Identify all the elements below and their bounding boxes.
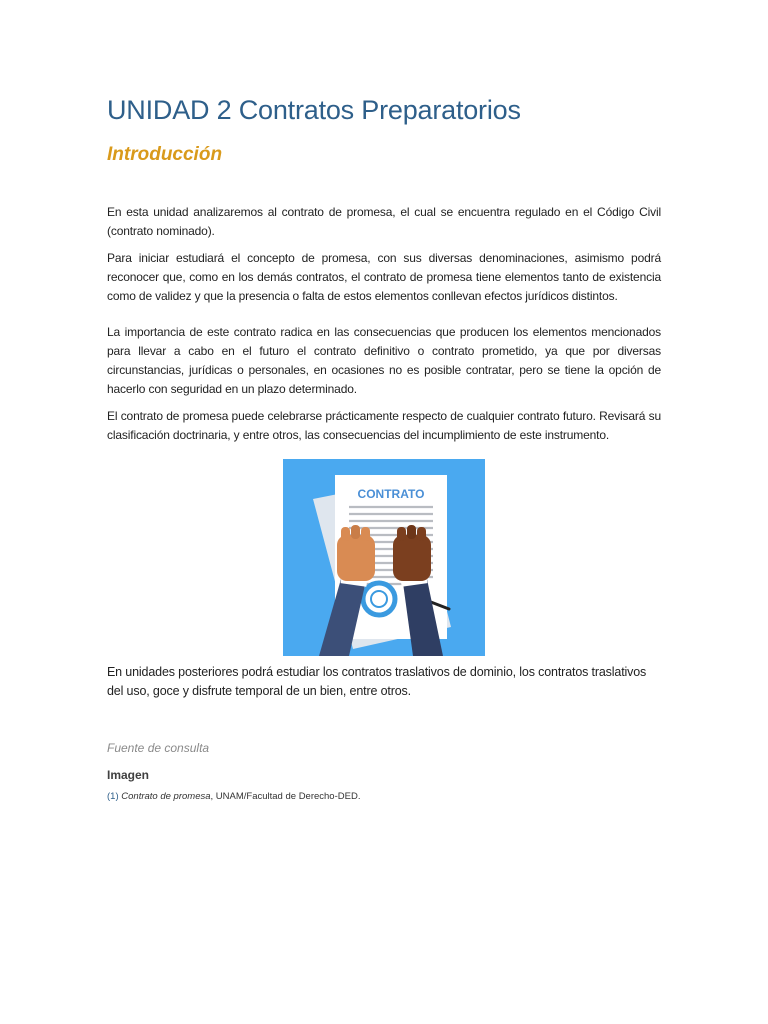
paragraph-3: La importancia de este contrato radica en las consecuencias que producen los elementos mencionados para llevar a cabo en el futuro el contrato definitivo o contrato prometido, ya que por diversas circunstancias, jurídicas o personales, en ocasiones no es posible contratar, pero se tiene la opción de hacerlo con seguridad en un plazo determinado. xyxy=(107,325,661,396)
reference-source: , UNAM/Facultad de Derecho-DED. xyxy=(210,791,361,802)
contract-label: CONTRATO xyxy=(357,487,425,501)
left-fist-icon xyxy=(337,525,375,581)
contract-image xyxy=(283,459,485,656)
paragraph-5: En unidades posteriores podrá estudiar los contratos traslativos de dominio, los contratos traslativos del uso, goce y disfrute temporal de un bien, entre otros. xyxy=(107,665,647,698)
sources-heading: Fuente de consulta xyxy=(107,741,210,755)
reference-title: Contrato de promesa xyxy=(121,791,211,802)
paragraph-4: El contrato de promesa puede celebrarse prácticamente respecto de cualquier contrato futuro. Revisará su clasificación doctrinaria, y entre otros, las consecuencias del incumplimiento de este instrumento. xyxy=(107,409,661,442)
contract-illustration xyxy=(283,459,485,656)
paragraph-1: En esta unidad analizaremos al contrato de promesa, el cual se encuentra regulado en el Código Civil (contrato nominado). xyxy=(107,205,661,238)
section-heading: Introducción xyxy=(107,144,223,165)
image-heading: Imagen xyxy=(107,768,150,782)
paragraph-2: Para iniciar estudiará el concepto de promesa, con sus diversas denominaciones, asimismo podrá reconocer que, como en los demás contratos, el contrato de promesa tiene elementos tanto de existencia como de validez y que la presencia o falta de estos elementos conllevan efectos jurídicos distintos. xyxy=(107,251,661,303)
right-fist-icon xyxy=(393,525,431,581)
document-page xyxy=(107,92,661,802)
reference-number: (1) xyxy=(107,791,119,802)
page-title: UNIDAD 2 Contratos Preparatorios xyxy=(107,95,521,125)
image-reference xyxy=(107,791,661,802)
